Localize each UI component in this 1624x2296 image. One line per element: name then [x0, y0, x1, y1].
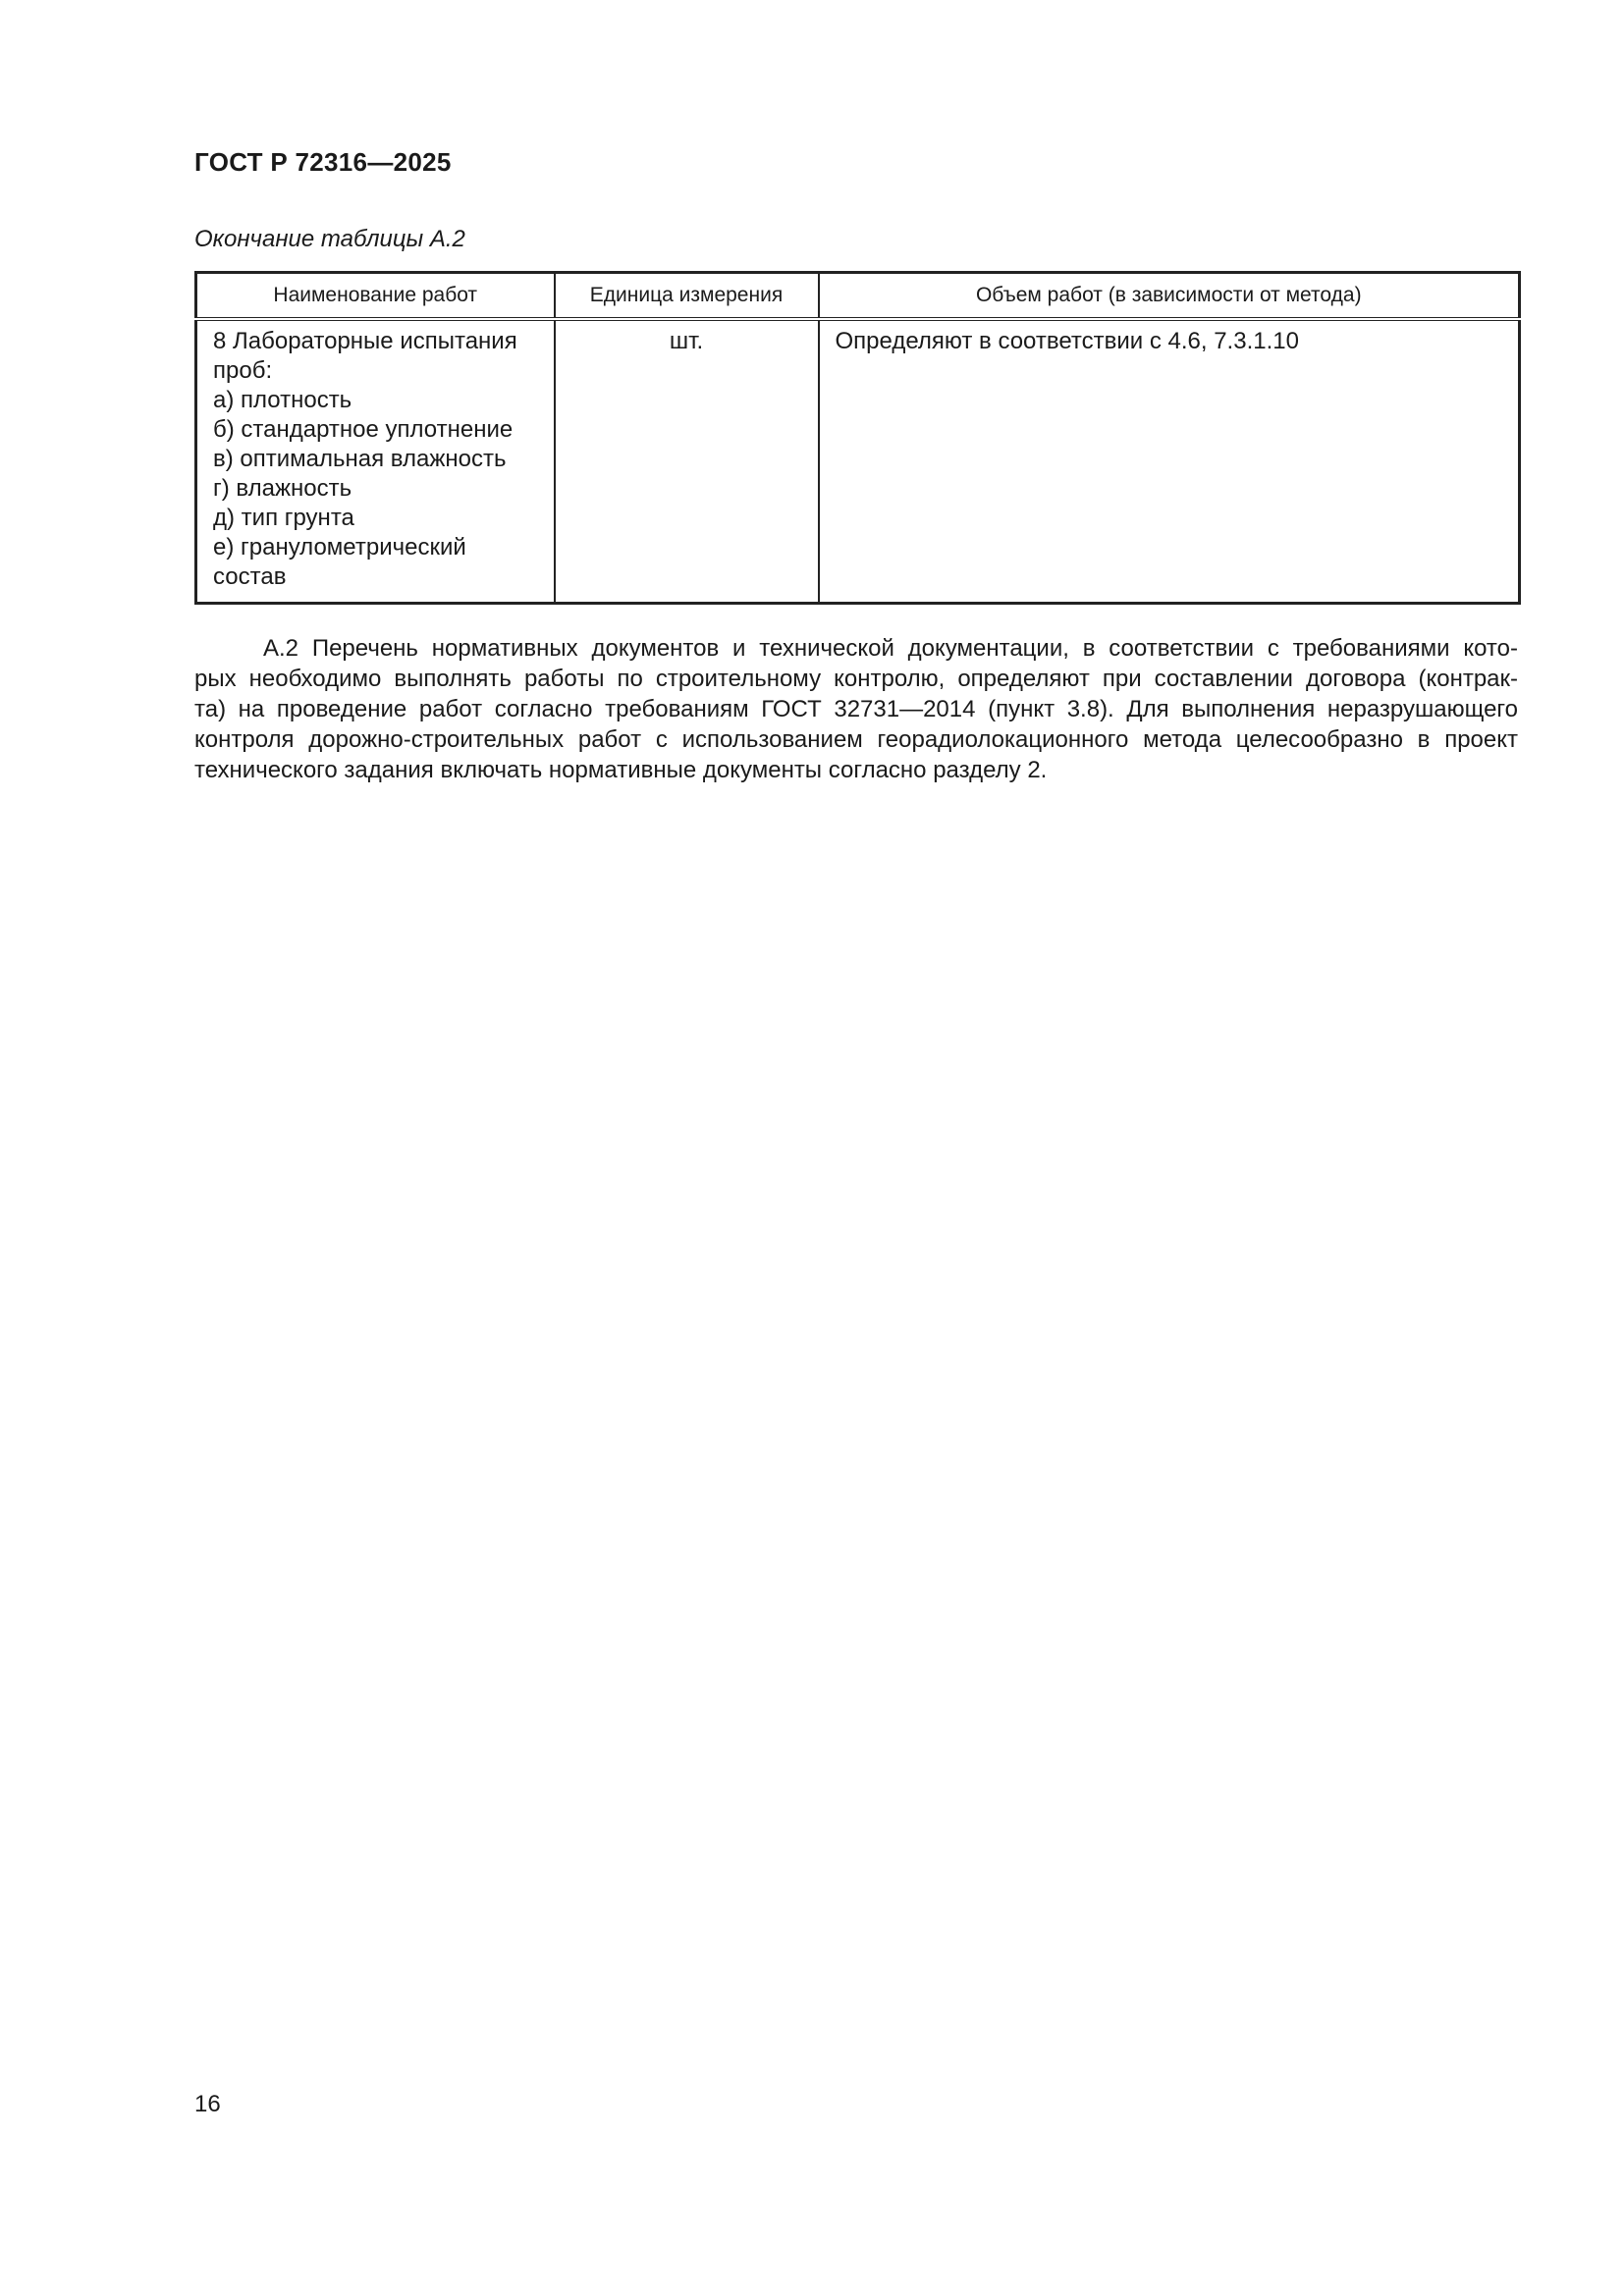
- work-name-line: б) стандартное уплотнение: [213, 416, 514, 443]
- work-name-cell: [196, 319, 555, 604]
- column-header-volume: Объем работ (в зависимости от метода): [819, 273, 1520, 320]
- table-caption: Окончание таблицы А.2: [194, 226, 465, 252]
- works-table: [194, 271, 1521, 605]
- paragraph-line: технического задания включать нормативные документы согласно разделу 2.: [194, 757, 1048, 783]
- work-name-line: в) оптимальная влажность: [213, 446, 507, 472]
- column-header-unit: Единица измерения: [555, 273, 819, 320]
- paragraph-line: контроля дорожно-строительных работ с использованием георадиолокационного метода целесообразно в проект: [194, 726, 1518, 753]
- table-row: [196, 319, 1520, 604]
- work-name-line: проб:: [213, 357, 273, 384]
- work-name-line: г) влажность: [213, 475, 352, 502]
- volume-cell: Определяют в соответствии с 4.6, 7.3.1.10: [819, 319, 1520, 604]
- paragraph-line: рых необходимо выполнять работы по строительному контролю, определяют при составлении договора (контрак-: [194, 666, 1518, 692]
- work-name-line: д) тип грунта: [213, 505, 354, 531]
- column-header-work-name: Наименование работ: [196, 273, 555, 320]
- work-name-line: е) гранулометрический: [213, 534, 466, 561]
- work-name-line: а) плотность: [213, 387, 352, 413]
- table-header-row: [196, 273, 1520, 320]
- work-name-lines: [213, 327, 538, 592]
- work-name-line: состав: [213, 563, 287, 590]
- work-name-line: 8 Лабораторные испытания: [213, 328, 517, 354]
- paragraph-line: А.2 Перечень нормативных документов и технической документации, в соответствии с требованиями кото-: [263, 635, 1518, 662]
- unit-cell: шт.: [555, 319, 819, 604]
- document-code-header: ГОСТ Р 72316—2025: [194, 147, 452, 177]
- paragraph-line: та) на проведение работ согласно требованиям ГОСТ 32731—2014 (пункт 3.8). Для выполнения неразрушающего: [194, 696, 1518, 722]
- section-a2-paragraph: [194, 633, 1518, 785]
- page-number: 16: [194, 2091, 221, 2117]
